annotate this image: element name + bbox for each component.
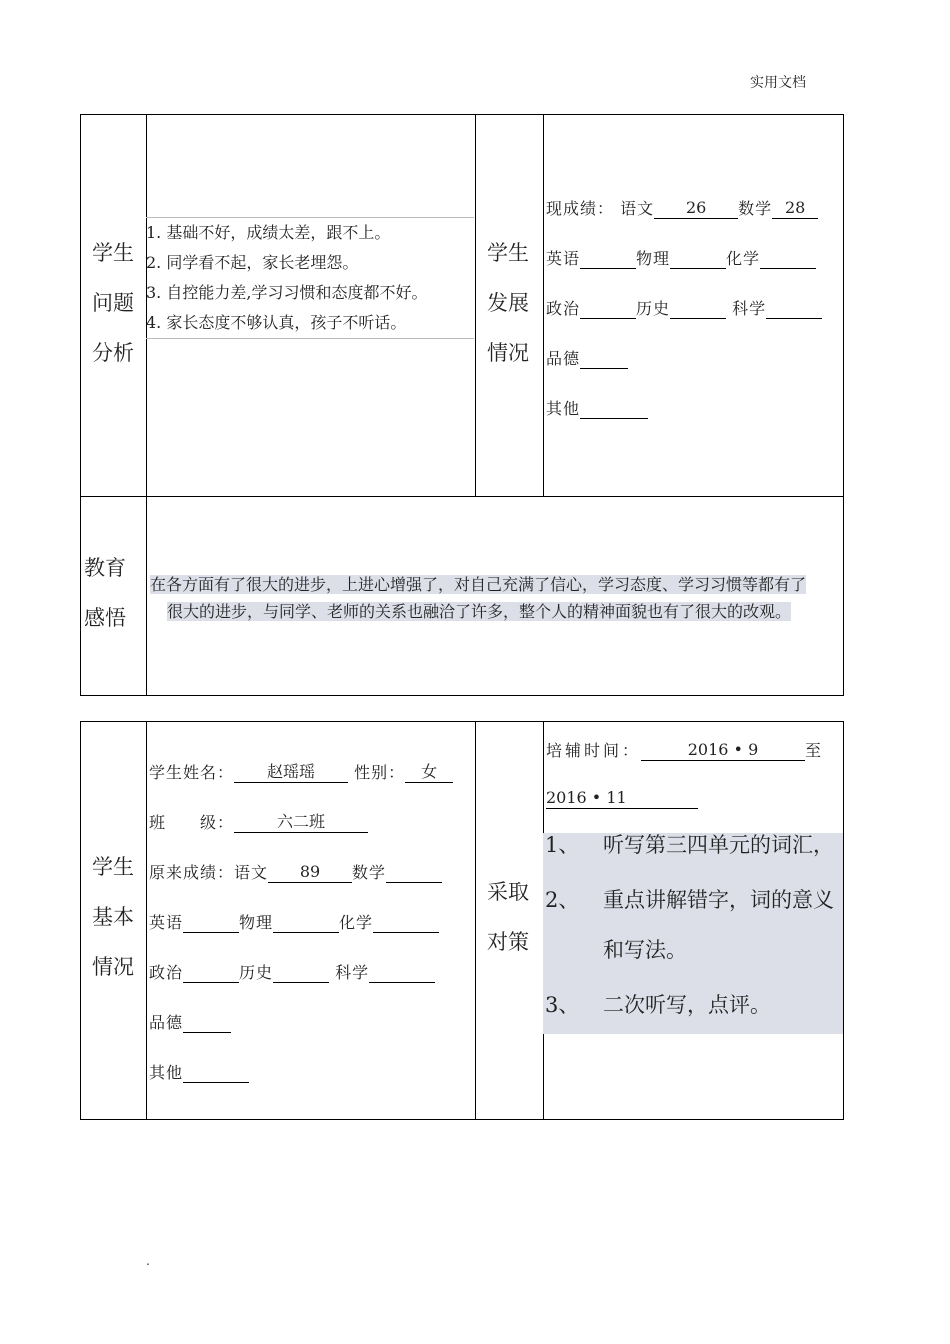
list-item: 3、 二次听写，点评。 <box>545 993 771 1017</box>
list-item: 1、 听写第三四单元的词汇， <box>545 833 834 857</box>
list-item: 4. 家长态度不够认真，孩子不听话。 <box>146 313 407 332</box>
basic-info-label: 学生 基本 情况 <box>92 855 134 979</box>
dev-row-2: 英语 物理 化学 <box>546 246 816 269</box>
orig-chinese-score: 89 <box>268 862 352 883</box>
tutoring-end-row <box>546 788 698 809</box>
strategy-list <box>543 833 843 1034</box>
student-gender: 女 <box>405 762 453 783</box>
basic-name-row: 学生姓名： 赵瑶瑶 性别： 女 <box>149 760 453 783</box>
dev-row-5: 其他 <box>546 396 648 419</box>
tutoring-time-row: 培辅时间： 2016 • 9 至 <box>546 740 825 760</box>
tutoring-start: 2016 • 9 <box>641 740 805 761</box>
student-class: 六二班 <box>234 812 368 833</box>
dev-chinese-score: 26 <box>654 198 738 219</box>
basic-row-5: 政治 历史 科学 <box>149 960 435 983</box>
insight-line-2: 很大的进步，与同学、老师的关系也融洽了许多，整个人的精神面貌也有了很大的改观。 <box>167 602 792 621</box>
footer-dot: . <box>146 1254 150 1268</box>
tutoring-end: 2016 • 11 <box>546 788 698 809</box>
strategy-label: 采取 对策 <box>487 880 529 954</box>
list-item: 2. 同学看不起，家长老埋怨。 <box>146 253 359 272</box>
student-name: 赵瑶瑶 <box>234 762 348 783</box>
dev-row-3: 政治 历史 科学 <box>546 296 822 319</box>
dev-math-score: 28 <box>772 198 818 219</box>
basic-row-4: 英语 物理 化学 <box>149 910 439 933</box>
basic-class-row: 班 级： 六二班 <box>149 810 368 833</box>
insight-line-1: 在各方面有了很大的进步，上进心增强了，对自己充满了信心，学习态度、学习习惯等都有了 <box>150 575 807 594</box>
list-item: 1. 基础不好，成绩太差，跟不上。 <box>146 223 391 242</box>
list-item: 和写法。 <box>603 938 687 962</box>
insight-label: 教育 感悟 <box>84 556 126 630</box>
dev-row-4: 品德 <box>546 346 628 369</box>
dev-current-scores: 现成绩： 语文 26 数学 28 <box>546 196 818 219</box>
basic-row-7: 其他 <box>149 1060 249 1083</box>
problem-analysis-label: 学生 问题 分析 <box>92 241 134 365</box>
basic-row-6: 品德 <box>149 1010 231 1033</box>
problem-list <box>146 217 474 339</box>
page-header: 实用文档 <box>750 75 806 91</box>
list-item: 2、 重点讲解错字，词的意义 <box>545 888 834 912</box>
basic-orig-scores: 原来成绩：语文 89 数学 <box>149 860 442 883</box>
development-label: 学生 发展 情况 <box>487 241 529 365</box>
list-item: 3. 自控能力差,学习习惯和态度都不好。 <box>146 283 428 302</box>
